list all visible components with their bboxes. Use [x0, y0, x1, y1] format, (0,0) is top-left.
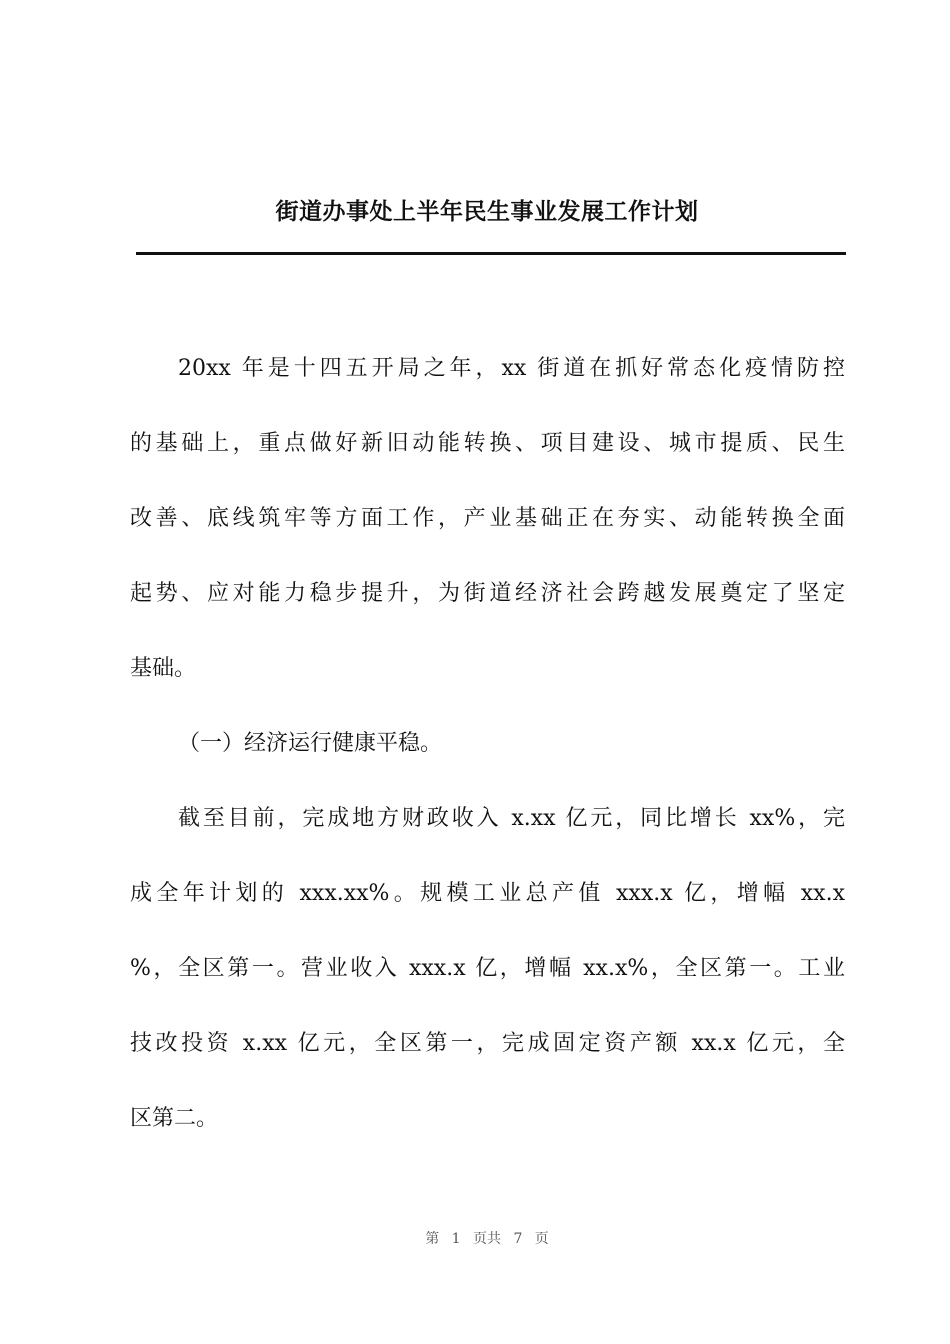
title-underline	[136, 252, 846, 255]
document-title: 街道办事处上半年民生事业发展工作计划	[275, 199, 699, 225]
paragraph1-line5: 基础。	[130, 656, 197, 681]
paragraph2-line4: 技改投资 x.xx 亿元，全区第一，完成固定资产额 xx.x 亿元，全	[130, 1031, 845, 1056]
paragraph2-line3: %，全区第一。营业收入 xxx.x 亿，增幅 xx.x%，全区第一。工业	[130, 956, 845, 981]
paragraph2-line5: 区第二。	[130, 1106, 219, 1131]
paragraph1-line3: 改善、底线筑牢等方面工作，产业基础正在夯实、动能转换全面	[130, 506, 845, 531]
section-heading: （一）经济运行健康平稳。	[178, 731, 443, 756]
paragraph2-line2: 成全年计划的 xxx.xx%。规模工业总产值 xxx.x 亿，增幅 xx.x	[130, 881, 845, 906]
paragraph2-line1: 截至目前，完成地方财政收入 x.xx 亿元，同比增长 xx%，完	[178, 806, 845, 831]
page-number: 第 1 页共 7 页	[425, 1231, 549, 1247]
paragraph1-line1: 20xx 年是十四五开局之年，xx 街道在抓好常态化疫情防控	[178, 356, 845, 381]
paragraph1-line2: 的基础上，重点做好新旧动能转换、项目建设、城市提质、民生	[130, 431, 845, 456]
paragraph1-line4: 起势、应对能力稳步提升，为街道经济社会跨越发展奠定了坚定	[130, 581, 845, 606]
